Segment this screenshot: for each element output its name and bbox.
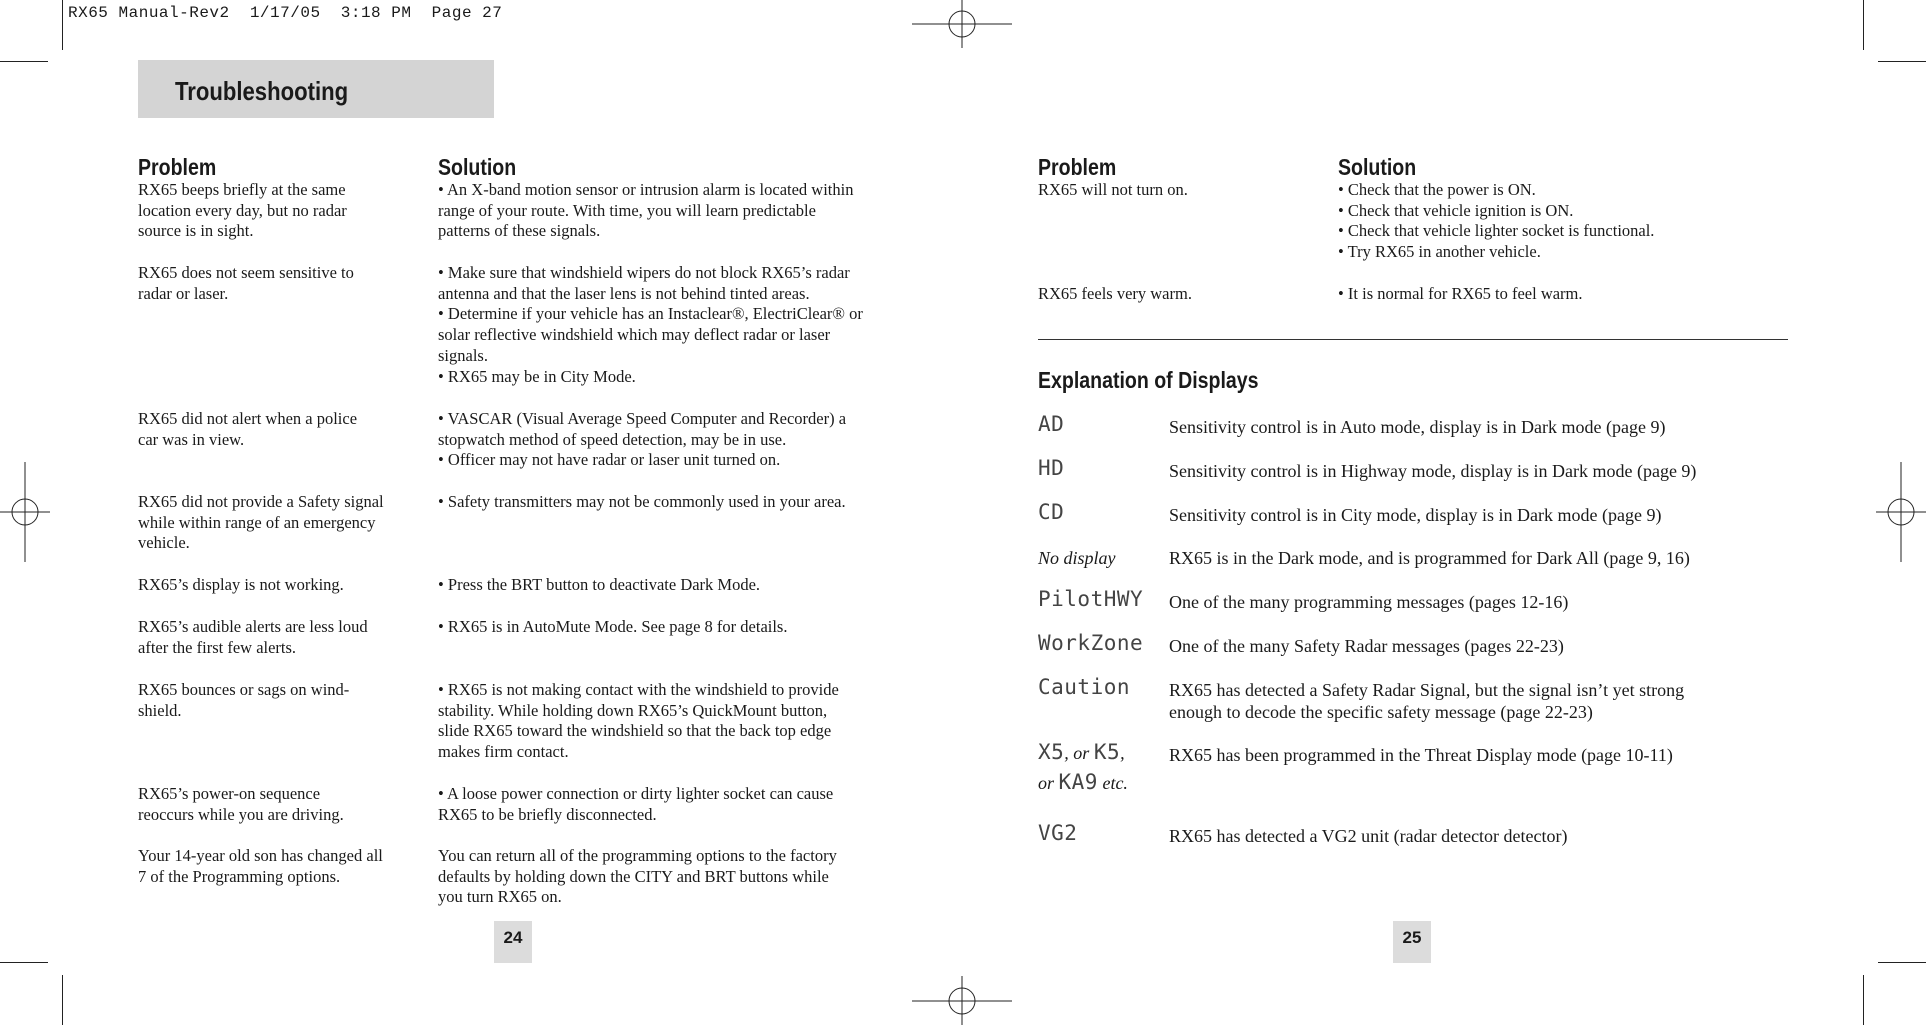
display-description: Sensitivity control is in City mode, display is in Dark mode (page 9) [1169, 505, 1662, 525]
display-description: RX65 has been programmed in the Threat Display mode (page 10-11) [1169, 745, 1673, 765]
problem-cell: Your 14-year old son has changed all 7 of the Programming options. [138, 846, 383, 886]
display-code: Caution [1038, 675, 1131, 699]
solution-cell: • RX65 is in AutoMute Mode. See page 8 for details. [438, 617, 788, 636]
registration-mark-right [1876, 462, 1926, 562]
problem-cell: RX65 will not turn on. [1038, 180, 1188, 199]
display-code: CD [1038, 500, 1065, 524]
page-number-left: 24 [494, 921, 532, 963]
problem-cell: RX65’s power-on sequence reoccurs while you are driving. [138, 784, 344, 824]
problem-cell: RX65 did not alert when a police car was in view. [138, 409, 358, 449]
display-code: No display [1038, 548, 1116, 568]
solution-cell: • An X-band motion sensor or intrusion alarm is located within range of your route. With time, you will learn predictable patterns of these signals. [438, 180, 854, 241]
display-description: One of the many programming messages (pages 12-16) [1169, 592, 1569, 612]
display-code-continued: or KA9 etc. [1038, 770, 1128, 794]
display-description: RX65 is in the Dark mode, and is programmed for Dark All (page 9, 16) [1169, 548, 1690, 568]
solution-cell: • Check that the power is ON. • Check that vehicle ignition is ON. • Check that vehicle lighter socket is functional. • Try RX65 in another vehicle. [1338, 180, 1655, 262]
registration-mark-bottom [912, 976, 1012, 1025]
solution-cell: • Press the BRT button to deactivate Dark Mode. [438, 575, 761, 594]
solution-cell: • It is normal for RX65 to feel warm. [1338, 284, 1583, 303]
problem-cell: RX65’s display is not working. [138, 575, 344, 594]
problem-cell: RX65 bounces or sags on wind- shield. [138, 680, 350, 720]
registration-mark-top [912, 0, 1012, 48]
section-title: Troubleshooting [175, 76, 349, 106]
solution-cell: • Safety transmitters may not be commonly used in your area. [438, 492, 846, 511]
registration-mark-left [0, 462, 50, 562]
solution-cell: • Make sure that windshield wipers do not block RX65’s radar antenna and that the laser lens is not behind tinted areas. • Determine if your vehicle has an Instaclear®, ElectriClear® or solar reflective windshield which may deflect radar or laser signals. • RX65 may be in City Mode. [438, 263, 863, 386]
solution-cell: • VASCAR (Visual Average Speed Computer and Recorder) a stopwatch method of speed detection, may be in use. • Officer may not have radar or laser unit turned on. [438, 409, 847, 470]
display-code: HD [1038, 456, 1065, 480]
problem-cell: RX65 feels very warm. [1038, 284, 1192, 303]
problem-cell: RX65 did not provide a Safety signal while within range of an emergency vehicle. [138, 492, 384, 553]
problem-cell: RX65 does not seem sensitive to radar or laser. [138, 263, 354, 303]
page-number-right: 25 [1393, 921, 1431, 963]
problem-header-right: Problem [1038, 154, 1117, 180]
display-description: One of the many Safety Radar messages (pages 22-23) [1169, 636, 1564, 656]
display-description: Sensitivity control is in Auto mode, display is in Dark mode (page 9) [1169, 417, 1666, 437]
display-code: PilotHWY [1038, 587, 1144, 611]
display-description: RX65 has detected a Safety Radar Signal, but the signal isn’t yet strong enough to decode the specific safety message (page 22-23) [1169, 680, 1685, 722]
display-code: X5, or K5, [1038, 740, 1125, 764]
display-code: VG2 [1038, 821, 1078, 845]
displays-title: Explanation of Displays [1038, 367, 1259, 393]
section-divider [1038, 339, 1788, 340]
solution-cell: • RX65 is not making contact with the windshield to provide stability. While holding down RX65’s QuickMount button, slide RX65 toward the windshield so that the back top edge makes firm contact. [438, 680, 839, 762]
solution-cell: You can return all of the programming options to the factory defaults by holding down the CITY and BRT buttons while you turn RX65 on. [438, 846, 837, 907]
solution-header-right: Solution [1338, 154, 1417, 180]
problem-cell: RX65 beeps briefly at the same location every day, but no radar source is in sight. [138, 180, 347, 241]
display-description: Sensitivity control is in Highway mode, display is in Dark mode (page 9) [1169, 461, 1697, 481]
problem-cell: RX65’s audible alerts are less loud after the first few alerts. [138, 617, 368, 657]
display-description: RX65 has detected a VG2 unit (radar detector detector) [1169, 826, 1568, 846]
solution-cell: • A loose power connection or dirty lighter socket can cause RX65 to be briefly disconnected. [438, 784, 834, 824]
print-slug: RX65 Manual-Rev2 1/17/05 3:18 PM Page 27 [68, 4, 503, 22]
problem-header-left: Problem [138, 154, 217, 180]
display-code: WorkZone [1038, 631, 1144, 655]
solution-header-left: Solution [438, 154, 517, 180]
display-code: AD [1038, 412, 1065, 436]
